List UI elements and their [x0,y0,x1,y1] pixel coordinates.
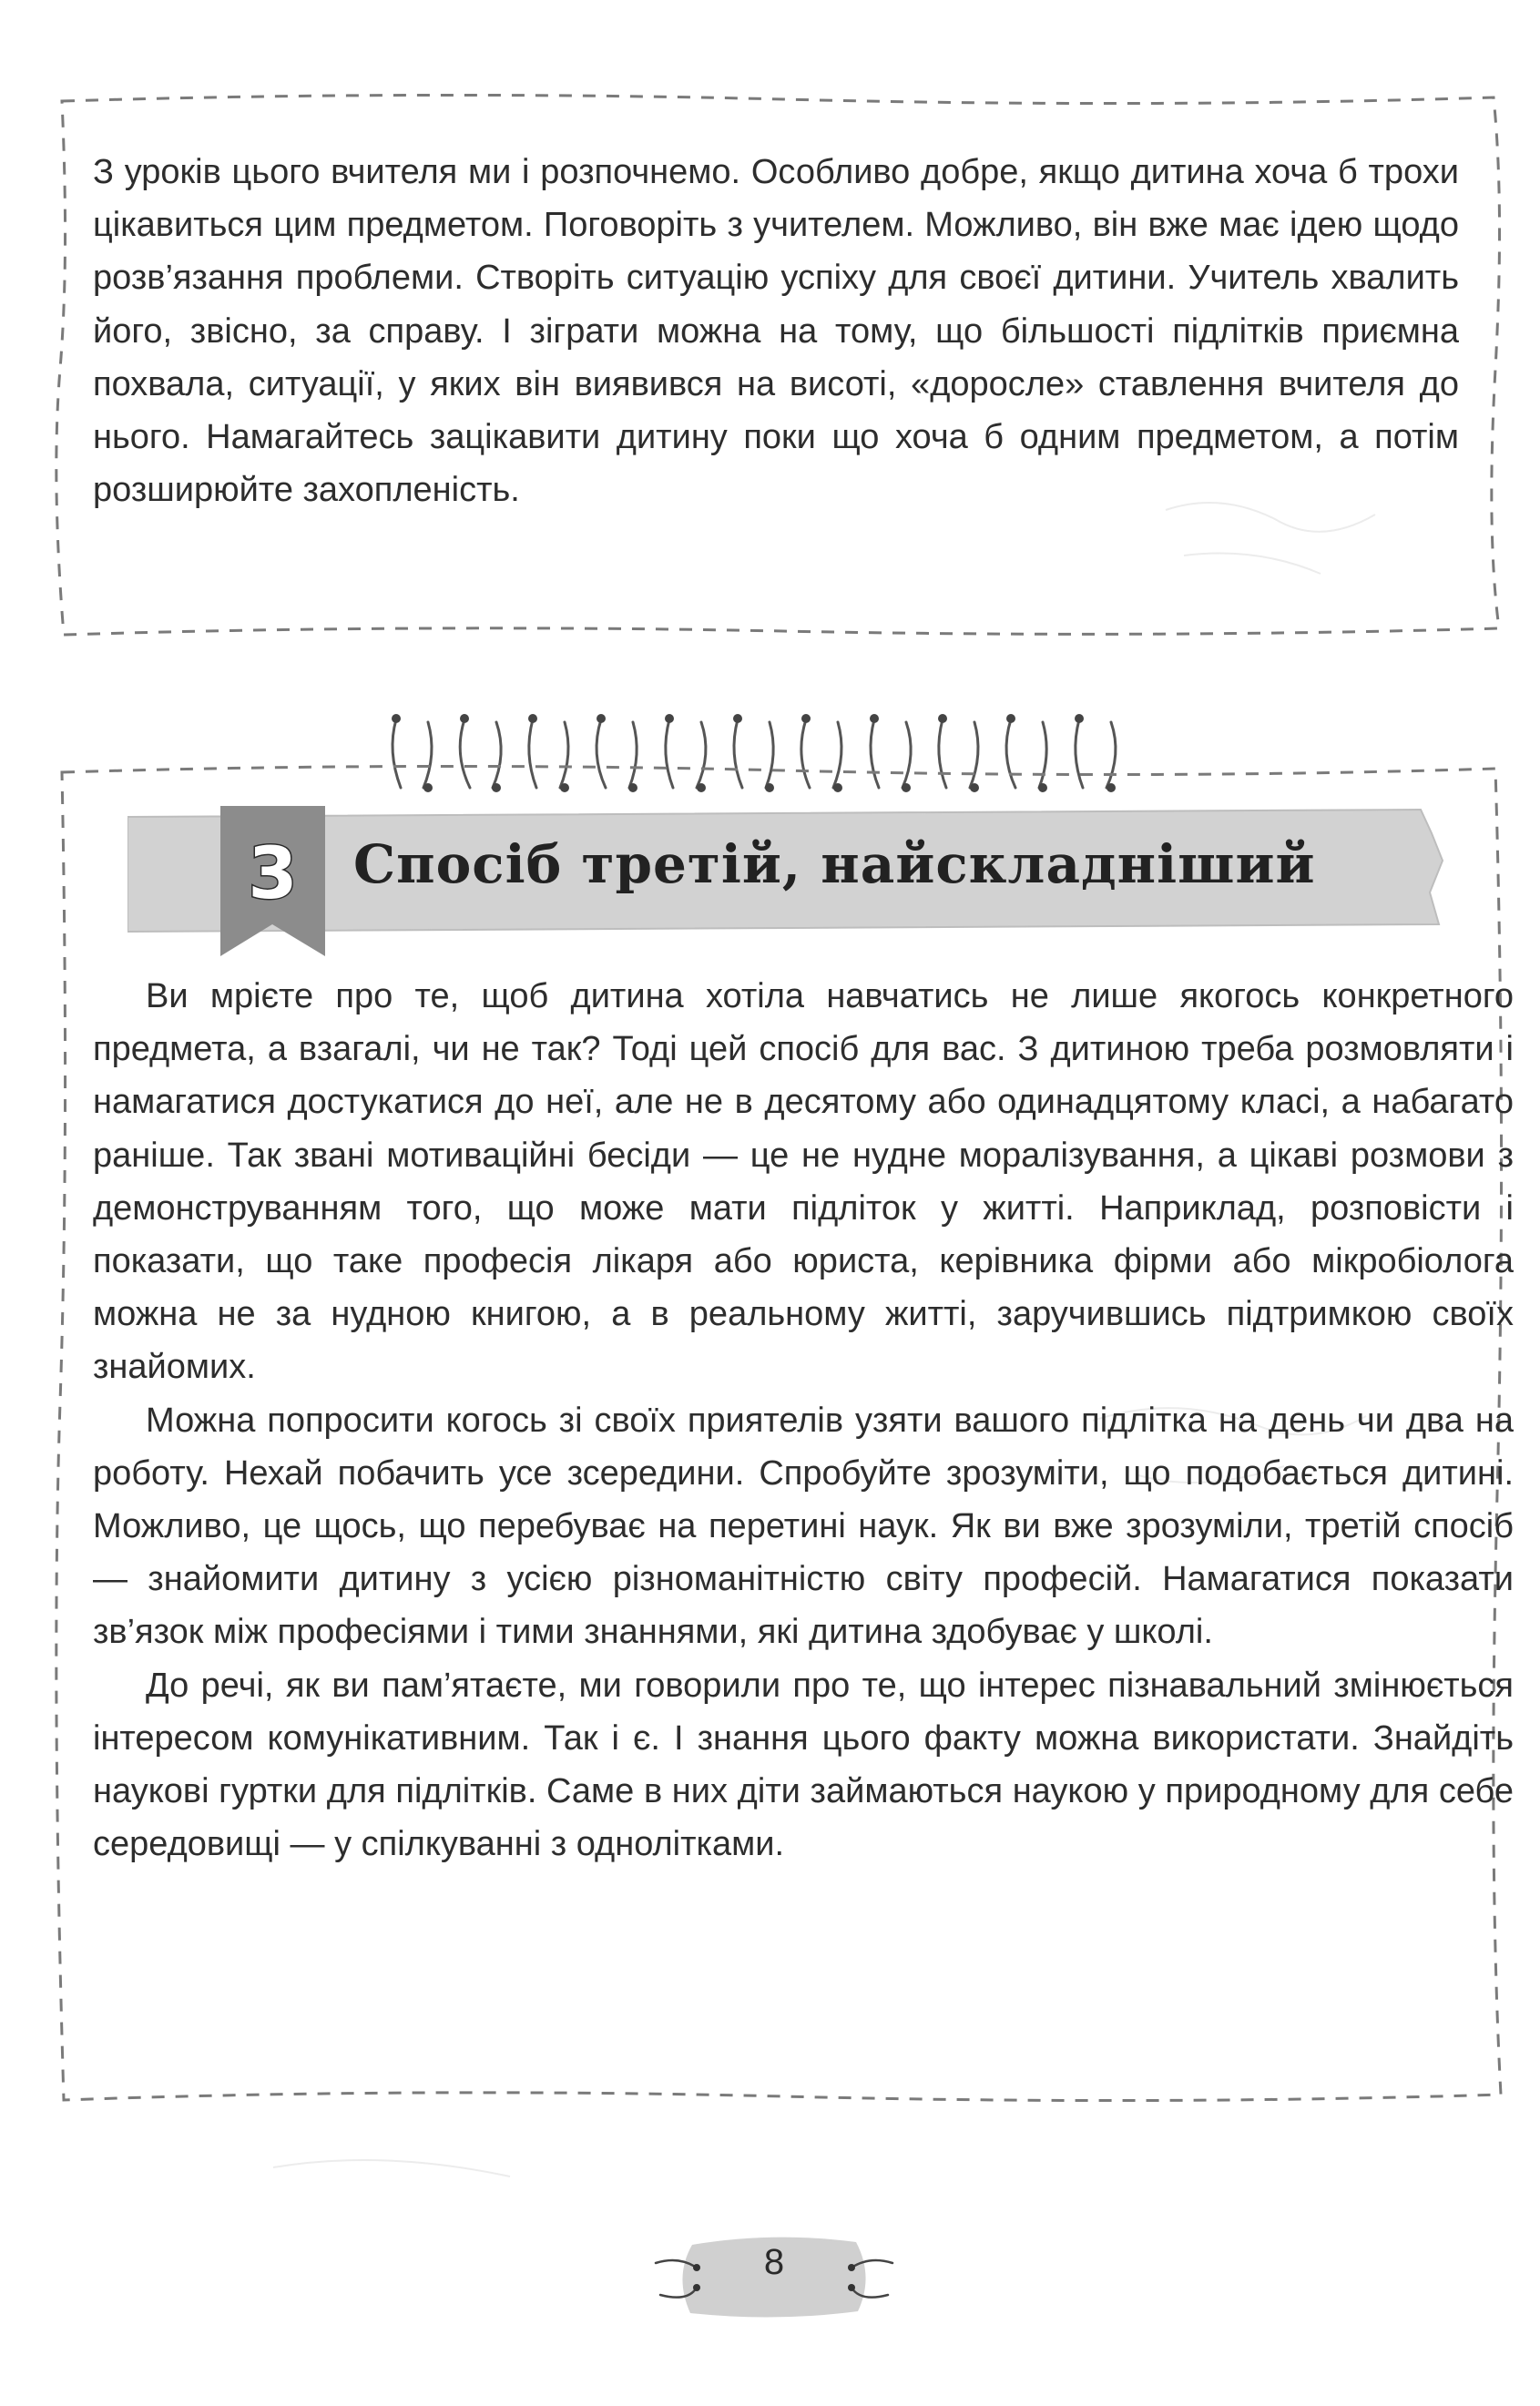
paragraph: Ви мрієте про те, щоб дитина хотіла навчатись не лише якогось конкретного предмета, а взагалі, чи не так? Тоді цей спосіб для вас. З дитиною треба розмовляти і намагатися достукатися до неї, але не в десятому або одинадцятому класі, а набагато раніше. Так звані мотиваційні бесіди — це не нудне моралізування, а цікаві розмови з демонструванням того, що може мати підліток у житті. Наприклад, розповісти і показати, що таке професія лікаря або юриста, керівника фірми або мікробіолога можна не за нудною книгою, а в реальному житті, заручившись підтримкою своїх знайомих. [93,977,1514,1387]
paragraph: До речі, як ви пам’ятаєте, ми говорили про те, що інтерес пізнавальний змінюється інтересом комунікативним. Так і є. І знання цього факту можна використати. Знайдіть наукові гуртки для підлітків. Саме в них діти займаються наукою у природному для себе середовищі — у спілкуванні з однолітками. [93,1666,1514,1864]
paragraph: Можна попросити когось зі своїх приятелів узяти вашого підлітка на день чи два на роботу. Нехай побачить усе зсередини. Спробуйте зрозуміти, що подобається дитині. Можливо, це щось, що перебуває на перетині наук. Як ви вже зрозуміли, третій спосіб — знайомити дитину з усією різноманітністю світу професій. Намагатися показати зв’язок між професіями і тими знаннями, які дитина здобуває у школі. [93,1401,1514,1652]
section-1-text [93,146,1459,516]
text-box-section-3 [55,765,1514,2104]
section-3-text [93,970,1514,1871]
section-heading-ribbon [127,806,1448,938]
page-number: 8 [763,2242,785,2282]
page-number-tag [647,2222,902,2331]
text-box-section-1 [55,96,1503,637]
section-title: Спосіб третій, найскладніший [353,833,1316,895]
paragraph: З уроків цього вчителя ми і розпочнемо. Особливо добре, якщо дитина хоча б трохи цікавиться цим предметом. Поговоріть з учителем. Можливо, він вже має ідею щодо розв’язання проблеми. Створіть ситуацію успіху для своєї дитини. Учитель хвалить його, звісно, за справу. І зіграти можна на тому, що більшості підлітків приємна похвала, ситуації, у яких він виявився на висоті, «доросле» ставлення вчителя до нього. Намагайтесь зацікавити дитину поки що хоча б одним предметом, а потім розширюйте захопленість. [93,153,1459,510]
section-number: 3 [248,833,298,915]
